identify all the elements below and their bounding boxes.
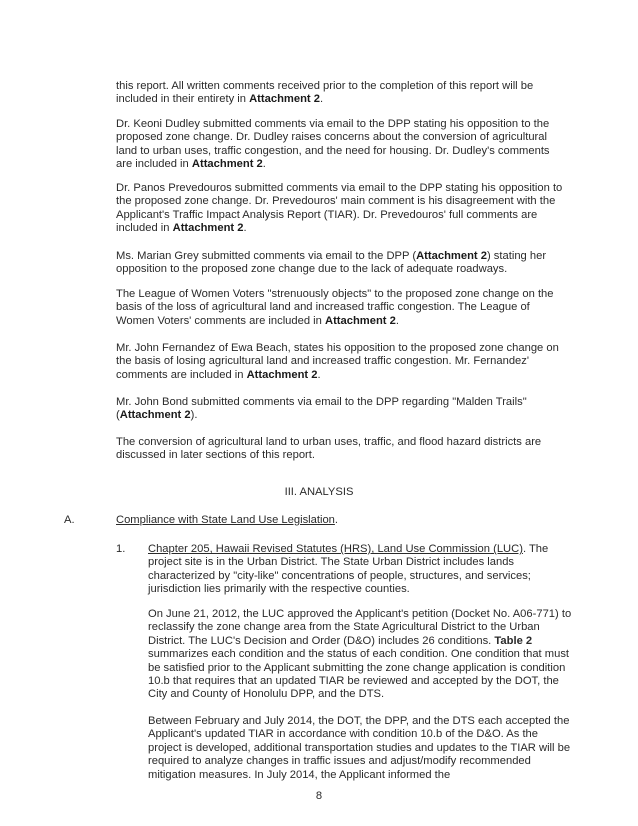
paragraph-conversion: The conversion of agricultural land to urban uses, traffic, and flood hazard districts are discussed in later sections of this report. <box>116 436 542 462</box>
paragraph-text: ) stating her opposition to the proposed zone change due to the lack of adequate roadways. <box>116 250 547 276</box>
paragraph-comments-intro <box>116 80 568 107</box>
paragraph-text: this report. All written comments received prior to the completion of this report will be included in their entirety in <box>116 80 534 106</box>
attachment-ref: Attachment 2 <box>119 409 191 422</box>
paragraph-tiar-acceptance: Between February and July 2014, the DOT, the DPP, and the DTS each accepted the Applicant's updated TIAR in accordance with condition 10.b of the D&O. As the project is developed, additional transportation studies and updates to the TIAR will be required to analyze changes in traffic issues and adjust/modify recommended mitigation measures. In July 2014, the Applicant informed the <box>148 715 571 781</box>
paragraph-text: Ms. Marian Grey submitted comments via email to the DPP ( <box>116 250 417 262</box>
item-number: 1. <box>116 543 126 555</box>
paragraph-grey <box>116 250 568 277</box>
paragraph-fernandez <box>116 342 568 382</box>
paragraph-text: . <box>395 314 399 327</box>
attachment-ref: Attachment 2 <box>246 368 318 381</box>
paragraph-prevedouros <box>116 182 568 236</box>
item-title: Chapter 205, Hawaii Revised Statutes (HRS), Land Use Commission (LUC) <box>148 543 523 555</box>
section-heading: III. ANALYSIS <box>284 486 354 498</box>
paragraph-league <box>116 288 568 328</box>
section-title-period: . <box>334 514 339 526</box>
attachment-ref: Attachment 2 <box>191 158 263 171</box>
item-title-period: . <box>522 543 527 555</box>
paragraph-text: . <box>317 368 321 381</box>
item-text: The project site is in the Urban District. The State Urban District includes lands characterized by "city-like" concentrations of people, structures, and services; jurisdiction lies primarily with the respective counties. <box>148 543 549 596</box>
paragraph-text: Dr. Keoni Dudley submitted comments via email to the DPP stating his opposition to the proposed zone change. Dr. Dudley raises concerns about the conversion of agricultural land to urban uses, traffic congestion, and the need for housing. Dr. Dudley's comments are included in <box>116 118 550 171</box>
paragraph-text: . <box>262 158 266 171</box>
paragraph-text: Dr. Panos Prevedouros submitted comments via email to the DPP stating his opposition to the proposed zone change. Dr. Prevedouros' main comment is his disagreement with the Applicant's Traffic Impact Analysis Report (TIAR). Dr. Prevedouros' full comments are included in <box>116 182 563 235</box>
paragraph-dudley <box>116 118 568 172</box>
paragraph-text: Mr. John Bond submitted comments via email to the DPP regarding "Malden Trails" ( <box>116 396 527 422</box>
paragraph-bond <box>116 396 568 423</box>
paragraph-text: . <box>319 93 324 106</box>
paragraph-luc-approval <box>148 608 572 702</box>
table-ref: Table 2 <box>494 634 533 647</box>
paragraph-text: summarizes each condition and the status of each condition. One condition that must be satisfied prior to the Applicant submitting the zone change application is condition 10.b that requires that an updated TIAR be reviewed and accepted by the DOT, the City and County of Honolulu DPP, and the DTS. <box>148 648 570 701</box>
item-chapter-205 <box>148 543 572 597</box>
section-title <box>116 514 338 527</box>
attachment-ref: Attachment 2 <box>249 93 320 106</box>
paragraph-text: Mr. John Fernandez of Ewa Beach, states his opposition to the proposed zone change on the basis of losing agricultural land and increased traffic congestion. Mr. Fernandez' comments are included in <box>116 342 559 381</box>
attachment-ref: Attachment 2 <box>325 314 396 327</box>
section-title-text: Compliance with State Land Use Legislation <box>116 514 335 526</box>
paragraph-text: ). <box>190 409 198 422</box>
attachment-ref: Attachment 2 <box>416 250 487 262</box>
page-number: 8 <box>315 790 323 802</box>
paragraph-text: The League of Women Voters "strenuously objects" to the proposed zone change on the basis of the loss of agricultural land and increased traffic congestion. The League of Women Voters' comments are included in <box>116 288 554 327</box>
attachment-ref: Attachment 2 <box>172 222 244 235</box>
paragraph-text: . <box>243 222 247 235</box>
section-letter: A. <box>64 514 75 526</box>
paragraph-text: On June 21, 2012, the LUC approved the Applicant's petition (Docket No. A06-771) to reclassify the zone change area from the State Agricultural District to the Urban District. The LUC's Decision and Order (D&O) includes 26 conditions. <box>148 608 572 647</box>
